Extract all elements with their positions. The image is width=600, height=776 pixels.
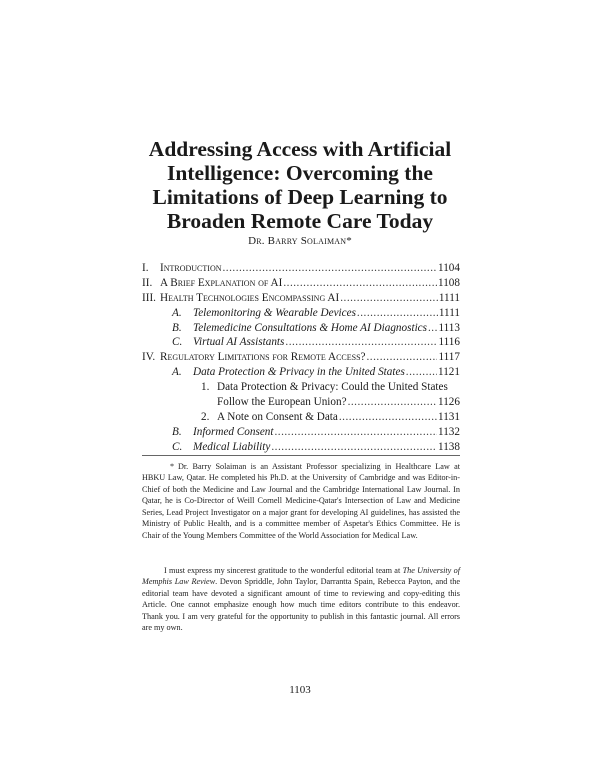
table-of-contents: [142, 261, 460, 455]
toc-leader-dots: [367, 350, 438, 365]
toc-entry-virtual-assistants: [142, 335, 460, 350]
toc-number: B.: [172, 425, 182, 438]
toc-number: IV.: [142, 351, 156, 364]
footnote-acknowledgment: [142, 565, 460, 634]
title-line-1: Addressing Access with Artificial: [148, 137, 452, 161]
toc-entry-follow-eu-continued: [142, 395, 460, 410]
toc-number: A.: [172, 306, 182, 319]
toc-page: 1131: [438, 410, 460, 423]
toc-label: A Note on Consent & Data: [217, 410, 338, 423]
footnote-text: Dr. Barry Solaiman is an Assistant Professor specializing in Healthcare Law at HBKU Law, Qatar. He completed his Ph.D. at the University of Cambridge and was Editor-in-Chief of both the Medicine and Law Journal and the Cambridge International Law Journal. In Qatar, he is Co-Director of Weill Cornell Medicine-Qatar's Intersection of Law and Medicine Series, Lead Project Investigator on a major grant for developing AI guidelines, has assisted the Ministry of Public Health, and is a committee member of Aspetar's Ethics Committee. He is Chair of the Young Members Committee of the World Association for Medical Law.: [142, 462, 460, 540]
footnote-text-start: I must express my sincerest gratitude to the wonderful editorial team at: [164, 566, 403, 575]
toc-leader-dots: [274, 425, 437, 440]
toc-page: 1111: [438, 306, 460, 319]
toc-entry-telemonitoring: [142, 306, 460, 321]
footnote-text-end: . Devon Spriddle, John Taylor, Darrantta Spain, Rebecca Payton, and the editorial team have devoted a significant amount of time to reviewing and copy-editing this Article. One cannot emphasize enough how much time editors contribute to this endeavor. Thank you. I am very grateful for the opportunity to publish in this fantastic journal. All errors are my own.: [142, 577, 460, 633]
toc-label: Telemonitoring & Wearable Devices: [193, 306, 356, 319]
toc-entry-medical-liability: [142, 440, 460, 455]
toc-entry-health-technologies: [142, 291, 460, 306]
toc-label: Introduction: [160, 262, 222, 274]
toc-page: 1116: [438, 336, 460, 349]
footnote-divider: [142, 455, 460, 456]
footnote-author-bio: [142, 461, 460, 541]
toc-number: C.: [172, 336, 183, 349]
toc-leader-dots: [223, 261, 438, 276]
toc-label: Virtual AI Assistants: [193, 336, 285, 349]
toc-entry-regulatory-limitations: [142, 350, 460, 365]
toc-label: Health Technologies Encompassing AI: [160, 291, 340, 304]
toc-number: B.: [172, 321, 182, 334]
toc-leader-dots: [285, 335, 437, 350]
toc-label: Data Protection & Privacy in the United States: [193, 366, 405, 379]
page-number: 1103: [289, 684, 311, 696]
title-line-3: Limitations of Deep Learning to: [152, 185, 448, 209]
journal-name: The University of Memphis Law Review: [142, 566, 460, 587]
toc-label: Telemedicine Consultations & Home AI Diagnostics: [193, 321, 427, 334]
toc-entry-follow-eu: [142, 380, 460, 395]
toc-number: 2.: [201, 410, 210, 423]
toc-entry-introduction: [142, 261, 460, 276]
toc-leader-dots: [348, 395, 437, 410]
toc-entry-brief-explanation: [142, 276, 460, 291]
toc-leader-dots: [271, 440, 437, 455]
toc-page: 1104: [438, 262, 460, 274]
toc-leader-dots: [428, 321, 437, 336]
toc-leader-dots: [339, 410, 437, 425]
footnote-marker: *: [170, 462, 175, 471]
toc-label: Regulatory Limitations for Remote Access?: [160, 351, 366, 364]
toc-page: 1126: [438, 396, 460, 409]
toc-number: II.: [142, 276, 153, 289]
toc-entry-consent-data: [142, 410, 460, 425]
toc-page: 1138: [438, 440, 460, 453]
toc-entry-informed-consent: [142, 425, 460, 440]
toc-page: 1113: [438, 321, 460, 334]
toc-page: 1111: [438, 291, 460, 304]
title-line-4: Broaden Remote Care Today: [166, 209, 434, 233]
toc-label: Medical Liability: [193, 440, 271, 453]
toc-entry-data-protection-us: [142, 365, 460, 380]
author-byline: Dr. Barry Solaiman*: [248, 235, 352, 247]
toc-page: 1108: [438, 276, 460, 289]
toc-number: A.: [172, 366, 182, 379]
toc-label: Informed Consent: [193, 425, 274, 438]
toc-label: A Brief Explanation of AI: [160, 276, 283, 289]
toc-leader-dots: [340, 291, 438, 306]
toc-number: III.: [142, 291, 156, 304]
article-title: [120, 137, 480, 233]
toc-entry-telemedicine: [142, 321, 460, 336]
toc-number: 1.: [201, 381, 210, 394]
toc-label: Data Protection & Privacy: Could the United States: [217, 381, 448, 394]
toc-number: C.: [172, 440, 183, 453]
toc-leader-dots: [406, 365, 437, 380]
toc-page: 1121: [438, 366, 460, 379]
toc-number: I.: [142, 262, 149, 274]
toc-leader-dots: [357, 306, 438, 321]
toc-leader-dots: [283, 276, 437, 291]
title-line-2: Intelligence: Overcoming the: [167, 161, 433, 185]
toc-page: 1132: [438, 425, 460, 438]
toc-page: 1117: [438, 351, 460, 364]
toc-label: Follow the European Union?: [217, 396, 347, 409]
